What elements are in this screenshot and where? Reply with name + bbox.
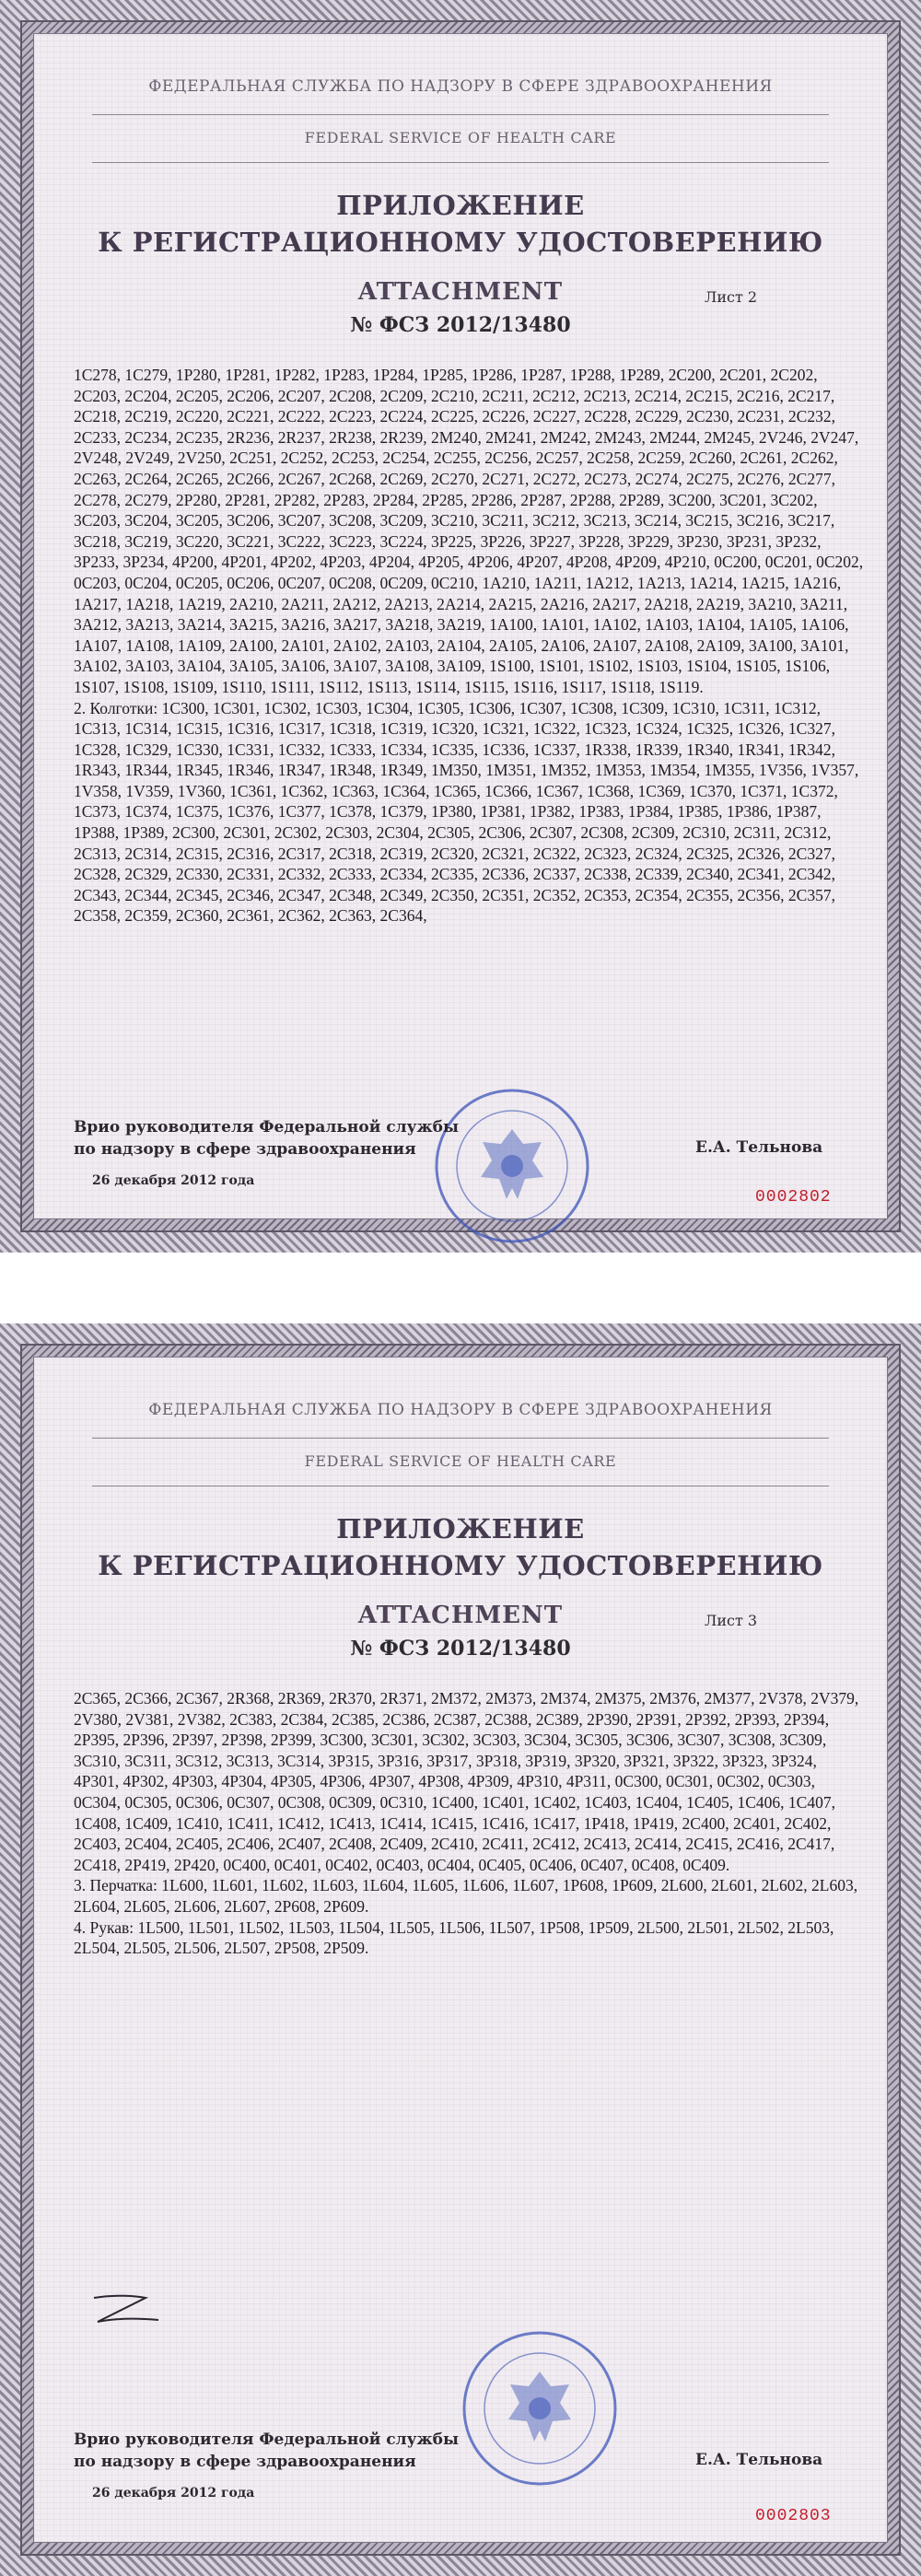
list-paragraph: 2C365, 2C366, 2C367, 2R368, 2R369, 2R370, 2R371, 2M372, 2M373, 2M374, 2M375, 2M376, 2M377, 2V378, 2V379, 2V380, 2V381, 2V382, 2C383, 2C384, 2C385, 2C386, 2C387, 2C388, 2C389, 2P390, 2P391, 2P392, 2P393, 2P394, 2P395, 2P396, 2P397, 2P398, 2P399, 3C300, 3C301, 3C302, 3C303, 3C304, 3C305, 3C306, 3C307, 3C308, 3C309, 3C310, 3C311, 3C312, 3C313, 3C314, 3P315, 3P316, 3P317, 3P318, 3P319, 3P320, 3P321, 3P322, 3P323, 3P324, 4P301, 4P302, 4P303, 4P304, 4P305, 4P306, 4P307, 4P308, 4P309, 4P310, 4P311, 0C300, 0C301, 0C302, 0C303, 0C304, 0C305, 0C306, 0C307, 0C308, 0C309, 0C310, 1C400, 1C401, 1C402, 1C403, 1C404, 1C405, 1C406, 1C407, 1C408, 1C409, 1C410, 1C411, 1C412, 1C413, 1C414, 1C415, 1C416, 1C417, 1P418, 1P419, 2C400, 2C401, 2C402, 2C403, 2C404, 2C405, 2C406, 2C407, 2C408, 2C409, 2C410, 2C411, 2C412, 2C413, 2C414, 2C415, 2C416, 2C417, 2C418, 2P419, 2P420, 0C400, 0C401, 0C402, 0C403, 0C404, 0C405, 0C406, 0C407, 0C408, 0C409. bbox=[74, 1689, 859, 1874]
signatory-title bbox=[74, 2429, 459, 2473]
agency-name-en: FEDERAL SERVICE OF HEALTH CARE bbox=[304, 129, 617, 146]
model-code-list bbox=[74, 1688, 866, 1959]
certificate-sheet-1 bbox=[0, 0, 921, 1253]
signatory-line-2: по надзору в сфере здравоохранения bbox=[74, 1140, 416, 1159]
closing-strike-icon bbox=[88, 2290, 162, 2331]
list-paragraph: 3. Перчатка: 1L600, 1L601, 1L602, 1L603, 1L604, 1L605, 1L606, 1L607, 1P608, 1P609, 2L600, 2L601, 2L602, 2L603, 2L604, 2L605, 2L606, 2L607, 2P608, 2P609. bbox=[74, 1876, 858, 1916]
divider bbox=[92, 1438, 829, 1439]
registration-number: № ФСЗ 2012/13480 bbox=[350, 313, 571, 337]
attachment-heading: ATTACHMENT bbox=[357, 1602, 564, 1629]
divider bbox=[92, 162, 829, 163]
sheet-number: Лист 3 bbox=[705, 1612, 758, 1629]
agency-name-ru: ФЕДЕРАЛЬНАЯ СЛУЖБА ПО НАДЗОРУ В СФЕРЕ ЗДРАВООХРАНЕНИЯ bbox=[148, 77, 773, 96]
list-paragraph: 4. Рукав: 1L500, 1L501, 1L502, 1L503, 1L504, 1L505, 1L506, 1L507, 1P508, 1P509, 2L500, 2L501, 2L502, 2L503, 2L504, 2L505, 2L506, 2L507, 2P508, 2P509. bbox=[74, 1917, 834, 1958]
signature-date: 26 декабря 2012 года bbox=[92, 2486, 255, 2500]
list-paragraph: 2. Колготки: 1C300, 1C301, 1C302, 1C303, 1C304, 1C305, 1C306, 1C307, 1C308, 1C309, 1C310, 1C311, 1C312, 1C313, 1C314, 1C315, 1C316, 1C317, 1C318, 1C319, 1C320, 1C321, 1C322, 1C323, 1C324, 1C325, 1C326, 1C327, 1C328, 1C329, 1C330, 1C331, 1C332, 1C333, 1C334, 1C335, 1C336, 1C337, 1R338, 1R339, 1R340, 1R341, 1R342, 1R343, 1R344, 1R345, 1R346, 1R347, 1R348, 1R349, 1M350, 1M351, 1M352, 1M353, 1M354, 1M355, 1V356, 1V357, 1V358, 1V359, 1V360, 1C361, 1C362, 1C363, 1C364, 1C365, 1C366, 1C367, 1C368, 1C369, 1C370, 1C371, 1C372, 1C373, 1C374, 1C375, 1C376, 1C377, 1C378, 1C379, 1P380, 1P381, 1P382, 1P383, 1P384, 1P385, 1P386, 1P387, 1P388, 1P389, 2C300, 2C301, 2C302, 2C303, 2C304, 2C305, 2C306, 2C307, 2C308, 2C309, 2C310, 2C311, 2C312, 2C313, 2C314, 2C315, 2C316, 2C317, 2C318, 2C319, 2C320, 2C321, 2C322, 2C323, 2C324, 2C325, 2C326, 2C327, 2C328, 2C329, 2C330, 2C331, 2C332, 2C333, 2C334, 2C335, 2C336, 2C337, 2C338, 2C339, 2C340, 2C341, 2C342, 2C343, 2C344, 2C345, 2C346, 2C347, 2C348, 2C349, 2C350, 2C351, 2C352, 2C353, 2C354, 2C355, 2C356, 2C357, 2C358, 2C359, 2C360, 2C361, 2C362, 2C363, 2C364, bbox=[74, 698, 859, 926]
certificate-sheet-2 bbox=[0, 1323, 921, 2576]
sheet-number: Лист 2 bbox=[705, 288, 758, 306]
signatory-title bbox=[74, 1116, 459, 1160]
registration-number: № ФСЗ 2012/13480 bbox=[350, 1637, 571, 1661]
divider bbox=[92, 114, 829, 115]
document-title: ПРИЛОЖЕНИЕ bbox=[336, 1513, 585, 1544]
signature-date: 26 декабря 2012 года bbox=[92, 1173, 255, 1188]
list-paragraph: 1C278, 1C279, 1P280, 1P281, 1P282, 1P283, 1P284, 1P285, 1P286, 1P287, 1P288, 1P289, 2C200, 2C201, 2C202, 2C203, 2C204, 2C205, 2C206, 2C207, 2C208, 2C209, 2C210, 2C211, 2C212, 2C213, 2C214, 2C215, 2C216, 2C217, 2C218, 2C219, 2C220, 2C221, 2C222, 2C223, 2C224, 2C225, 2C226, 2C227, 2C228, 2C229, 2C230, 2C231, 2C232, 2C233, 2C234, 2C235, 2R236, 2R237, 2R238, 2R239, 2M240, 2M241, 2M242, 2M243, 2M244, 2M245, 2V246, 2V247, 2V248, 2V249, 2V250, 2C251, 2C252, 2C253, 2C254, 2C255, 2C256, 2C257, 2C258, 2C259, 2C260, 2C261, 2C262, 2C263, 2C264, 2C265, 2C266, 2C267, 2C268, 2C269, 2C270, 2C271, 2C272, 2C273, 2C274, 2C275, 2C276, 2C277, 2C278, 2C279, 2P280, 2P281, 2P282, 2P283, 2P284, 2P285, 2P286, 2P287, 2P288, 2P289, 3C200, 3C201, 3C202, 3C203, 3C204, 3C205, 3C206, 3C207, 3C208, 3C209, 3C210, 3C211, 3C212, 3C213, 3C214, 3C215, 3C216, 3C217, 3C218, 3C219, 3C220, 3C221, 3C222, 3C223, 3C224, 3P225, 3P226, 3P227, 3P228, 3P229, 3P230, 3P231, 3P232, 3P233, 3P234, 4P200, 4P201, 4P202, 4P203, 4P204, 4P205, 4P206, 4P207, 4P208, 4P209, 4P210, 0C200, 0C201, 0C202, 0C203, 0C204, 0C205, 0C206, 0C207, 0C208, 0C209, 0C210, 1A210, 1A211, 1A212, 1A213, 1A214, 1A215, 1A216, 1A217, 1A218, 1A219, 2A210, 2A211, 2A212, 2A213, 2A214, 2A215, 2A216, 2A217, 2A218, 2A219, 3A210, 3A211, 3A212, 3A213, 3A214, 3A215, 3A216, 3A217, 3A218, 3A219, 1A100, 1A101, 1A102, 1A103, 1A104, 1A105, 1A106, 1A107, 1A108, 1A109, 2A100, 2A101, 2A102, 2A103, 2A104, 2A105, 2A106, 2A107, 2A108, 2A109, 3A100, 3A101, 3A102, 3A103, 3A104, 3A105, 3A106, 3A107, 3A108, 3A109, 1S100, 1S101, 1S102, 1S103, 1S104, 1S105, 1S106, 1S107, 1S108, 1S109, 1S110, 1S111, 1S112, 1S113, 1S114, 1S115, 1S116, 1S117, 1S118, 1S119. bbox=[74, 366, 864, 696]
signatory-line-1: Врио руководителя Федеральной службы bbox=[74, 1118, 460, 1136]
document-subtitle: К РЕГИСТРАЦИОННОМУ УДОСТОВЕРЕНИЮ bbox=[98, 1550, 823, 1581]
serial-number: 0002803 bbox=[755, 2507, 832, 2525]
attachment-heading: ATTACHMENT bbox=[357, 278, 564, 306]
official-seal-icon bbox=[433, 1087, 591, 1245]
document-title: ПРИЛОЖЕНИЕ bbox=[336, 190, 585, 221]
official-seal-icon bbox=[460, 2329, 619, 2488]
signatory-name: Е.А. Тельнова bbox=[695, 1138, 823, 1157]
agency-name-ru: ФЕДЕРАЛЬНАЯ СЛУЖБА ПО НАДЗОРУ В СФЕРЕ ЗДРАВООХРАНЕНИЯ bbox=[148, 1401, 773, 1419]
serial-number: 0002802 bbox=[755, 1188, 832, 1206]
signatory-line-1: Врио руководителя Федеральной службы bbox=[74, 2430, 460, 2449]
signatory-line-2: по надзору в сфере здравоохранения bbox=[74, 2453, 416, 2471]
model-code-list bbox=[74, 365, 866, 927]
signatory-name: Е.А. Тельнова bbox=[695, 2451, 823, 2469]
agency-name-en: FEDERAL SERVICE OF HEALTH CARE bbox=[304, 1452, 617, 1470]
document-subtitle: К РЕГИСТРАЦИОННОМУ УДОСТОВЕРЕНИЮ bbox=[98, 227, 823, 258]
